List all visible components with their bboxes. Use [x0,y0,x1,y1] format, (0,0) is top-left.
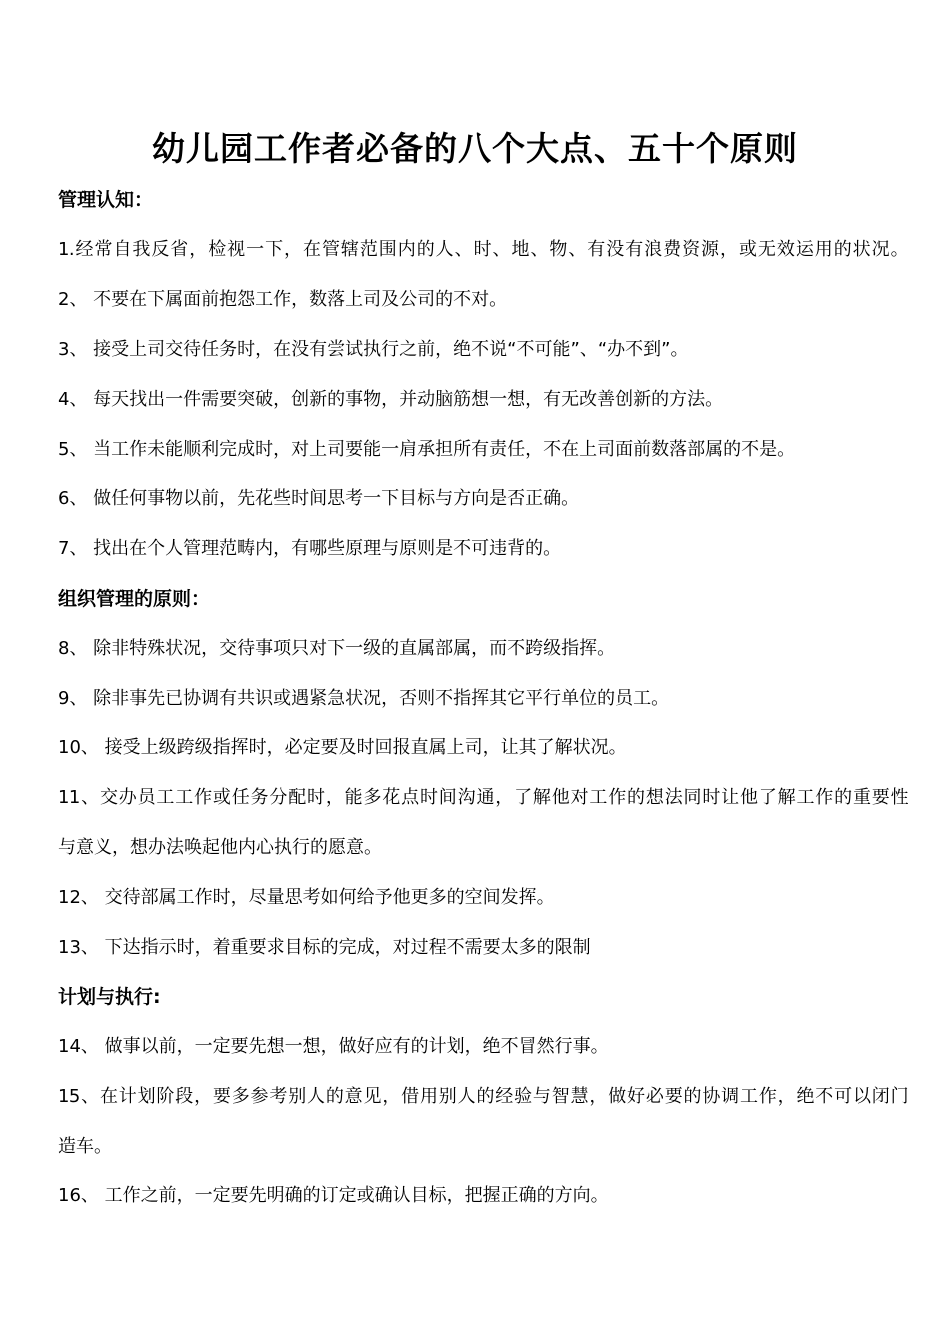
principle-15: 15、在计划阶段，要多参考别人的意见，借用别人的经验与智慧，做好必要的协调工作，绝不可以闭门 [58,1086,908,1107]
principle-4: 4、 每天找出一件需要突破，创新的事物，并动脑筋想一想，有无改善创新的方法。 [58,389,724,410]
principle-8: 8、 除非特殊状况，交待事项只对下一级的直属部属，而不跨级指挥。 [58,638,616,659]
principle-3: 3、 接受上司交待任务时，在没有尝试执行之前，绝不说“不可能”、“办不到”。 [58,339,689,360]
section-heading-organization-management: 组织管理的原则： [58,588,211,610]
principle-11: 11、交办员工工作或任务分配时，能多花点时间沟通，了解他对工作的想法同时让他了解工作的重要性 [58,787,908,808]
principle-1: 1.经常自我反省，检视一下，在管辖范围内的人、时、地、物、有没有浪费资源，或无效运用的状况。 [58,239,908,260]
principle-15-continued: 造车。 [58,1136,112,1157]
principle-14: 14、 做事以前，一定要先想一想，做好应有的计划，绝不冒然行事。 [58,1036,609,1057]
principle-2: 2、 不要在下属面前抱怨工作，数落上司及公司的不对。 [58,289,508,310]
principle-6: 6、 做任何事物以前，先花些时间思考一下目标与方向是否正确。 [58,488,580,509]
principle-16: 16、 工作之前，一定要先明确的订定或确认目标，把握正确的方向。 [58,1185,609,1206]
principle-9: 9、 除非事先已协调有共识或遇紧急状况，否则不指挥其它平行单位的员工。 [58,688,670,709]
page-title: 幼儿园工作者必备的八个大点、五十个原则 [152,129,798,168]
principle-5: 5、 当工作未能顺利完成时，对上司要能一肩承担所有责任，不在上司面前数落部属的不是。 [58,439,796,460]
principle-7: 7、 找出在个人管理范畴内，有哪些原理与原则是不可违背的。 [58,538,562,559]
section-heading-planning-execution: 计划与执行: [58,986,161,1008]
principle-11-continued: 与意义，想办法唤起他内心执行的愿意。 [58,837,382,858]
principle-12: 12、 交待部属工作时，尽量思考如何给予他更多的空间发挥。 [58,887,555,908]
principle-13: 13、 下达指示时，着重要求目标的完成，对过程不需要太多的限制 [58,937,591,958]
section-heading-management-cognition: 管理认知： [58,189,154,211]
principle-10: 10、 接受上级跨级指挥时，必定要及时回报直属上司，让其了解状况。 [58,737,627,758]
